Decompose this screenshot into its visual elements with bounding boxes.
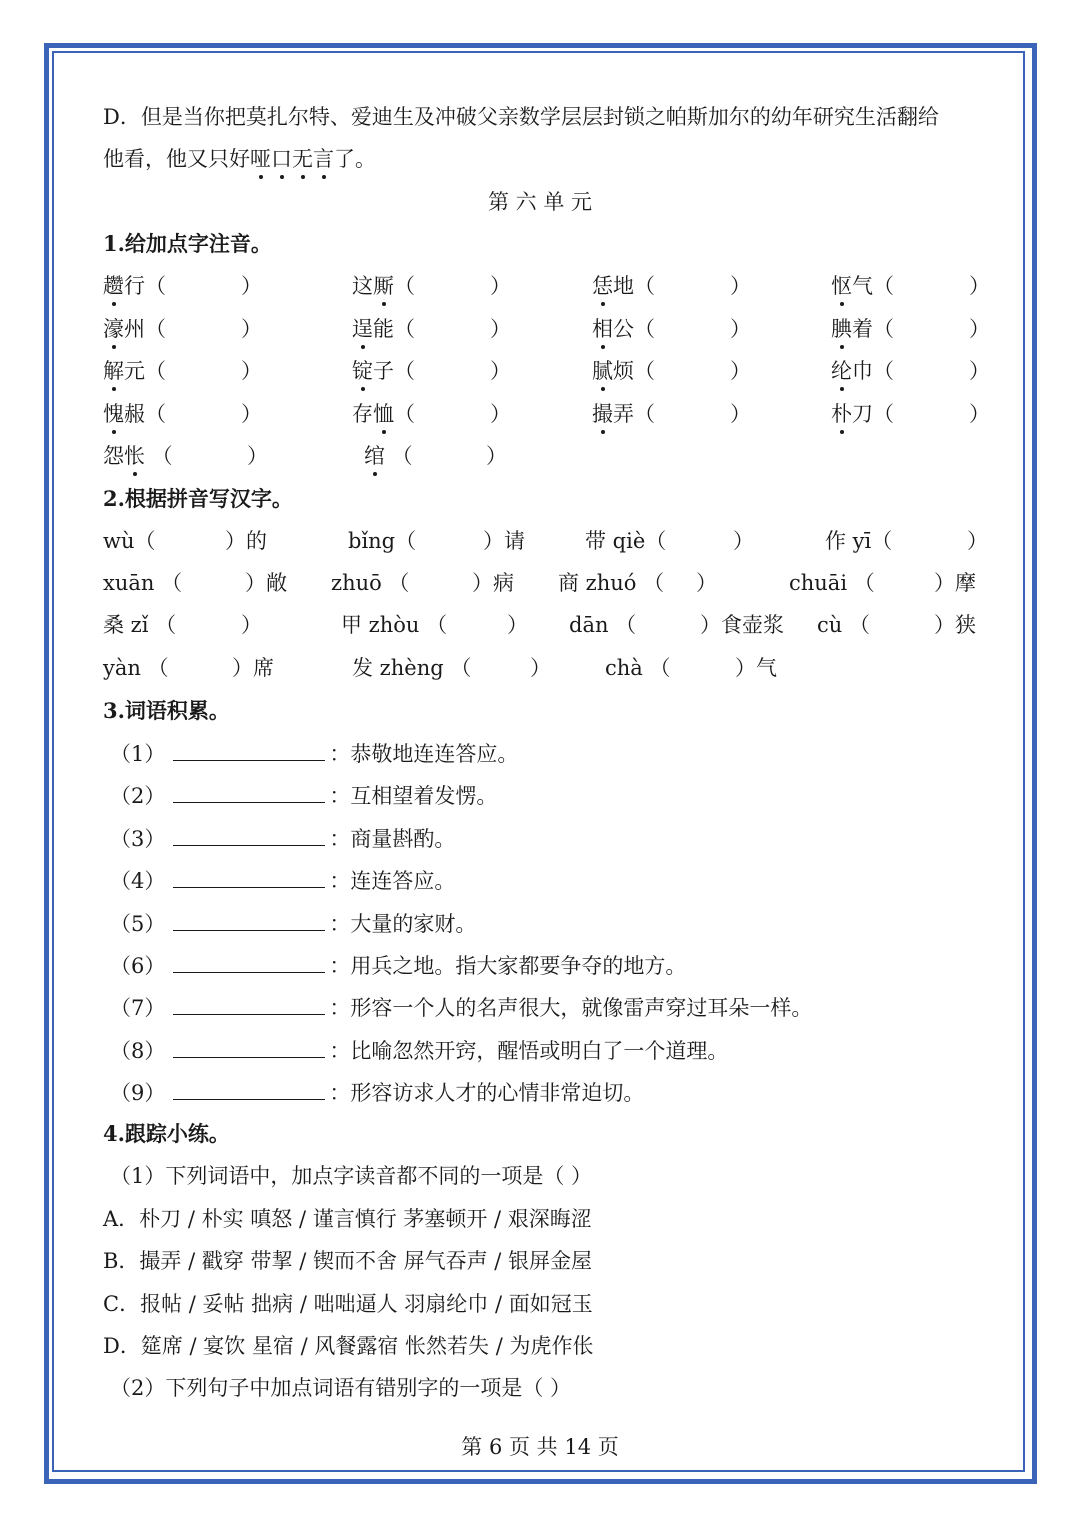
q3-item: [110, 740, 518, 767]
q1-item-post: 州（: [124, 317, 166, 341]
q1-item-dotted-char: 恁: [592, 274, 613, 298]
q2-item-pinyin: bǐng（: [348, 529, 417, 553]
q3-item-number: （4）: [110, 869, 166, 894]
q3-item-definition: ：比喻忽然开窍，醒悟或明白了一个道理。: [329, 1038, 729, 1063]
q1-item: [831, 316, 894, 342]
q3-item: [110, 952, 686, 979]
q3-item-number: （9）: [110, 1081, 166, 1106]
q1-item-pre: 这: [352, 274, 373, 298]
q3-item: [110, 1037, 728, 1064]
q2-item-tail: ）的: [225, 529, 267, 553]
q1-item-post: （: [394, 274, 415, 298]
q3-item-definition: ：互相望着发愣。: [329, 784, 498, 809]
q1-item: [831, 401, 894, 427]
q1-item-dotted-char: 锭: [352, 359, 373, 383]
q2-item-pinyin: 桑 zǐ （: [103, 613, 177, 637]
q4-sub2: （2）下列句子中加点词语有错别字的一项是（ ）: [110, 1376, 572, 1400]
q3-item-definition: ：恭敬地连连答应。: [329, 742, 519, 766]
q1-item: [831, 273, 894, 299]
answer-blank: [173, 952, 325, 973]
q2-item-tail: ）病: [472, 571, 514, 595]
prev-option-d-line1: D．但是当你把莫扎尔特、爱迪生及冲破父亲数学层层封锁之帕斯加尔的幼年研究生活翻给: [103, 105, 939, 129]
q1-item-post: 刀（: [852, 402, 894, 426]
q2-item-pinyin: zhuō （: [331, 571, 410, 595]
q2-item-tail: ）: [507, 613, 528, 637]
dotted-char: 口: [271, 147, 292, 171]
q2-item-tail: ）: [733, 529, 754, 553]
q1-item-dotted-char: 撮: [592, 402, 613, 426]
q1-item: [352, 273, 415, 299]
prev-option-d-line2: [103, 146, 376, 172]
q3-item-number: （5）: [110, 911, 166, 936]
q1-item: [592, 358, 655, 384]
q2-item-pinyin: chà （: [605, 656, 671, 680]
q1-item-dotted-char: 腻: [592, 359, 613, 383]
q1-item-post: 巾（: [852, 359, 894, 383]
q1-item: [592, 273, 655, 299]
q1-item-dotted-char: 濠: [103, 317, 124, 341]
q1-item-dotted-char: 解: [103, 359, 124, 383]
answer-blank: [173, 994, 325, 1015]
q2-item-tail: ）请: [483, 529, 525, 553]
q3-item: [110, 910, 476, 937]
q3-item: [110, 1079, 644, 1106]
q3-item-definition: ：大量的家财。: [329, 911, 477, 936]
q1-item-post: 子（: [373, 359, 415, 383]
q1-item: [352, 316, 415, 342]
q1-item-post: 气（: [852, 274, 894, 298]
q3-item-definition: ：连连答应。: [329, 869, 456, 894]
q2-item-pinyin: wù（: [103, 529, 156, 553]
q1-item-close-paren: ）: [730, 317, 751, 341]
q1-item-close-paren: ）: [241, 274, 262, 298]
prev-line2-tail: 了。: [334, 147, 376, 171]
q1-item: [103, 443, 173, 469]
q1-item-dotted-char: 怄: [831, 274, 852, 298]
answer-blank: [173, 1079, 325, 1100]
dotted-char: 言: [313, 147, 334, 171]
q1-item-dotted-char: 恤: [373, 402, 394, 426]
q2-item-pinyin: 甲 zhòu （: [341, 613, 448, 637]
q3-item-number: （3）: [110, 826, 166, 851]
q1-item-close-paren: ）: [969, 317, 990, 341]
q2-item-pinyin: 作 yī（: [825, 529, 893, 553]
q1-item-dotted-char: 愧: [103, 402, 124, 426]
q1-item-post: （: [394, 402, 415, 426]
q1-item: [103, 316, 166, 342]
q4-option-c: C．报帖 / 妥帖 拙病 / 咄咄逼人 羽扇纶巾 / 面如冠玉: [103, 1292, 593, 1316]
q1-item-post: 烦（: [613, 359, 655, 383]
q3-item-definition: ：形容一个人的名声很大，就像雷声穿过耳朵一样。: [329, 996, 813, 1021]
q1-item-pre: 存: [352, 402, 373, 426]
q1-item-post: （: [385, 444, 413, 468]
q1-item-post: 赧（: [124, 402, 166, 426]
q3-item-definition: ：形容访求人才的心情非常迫切。: [329, 1081, 645, 1106]
q2-item-pinyin: 商 zhuó （: [558, 571, 665, 595]
q1-item-close-paren: ）: [969, 359, 990, 383]
q3-item-number: （6）: [110, 954, 166, 978]
q1-item-post: 能（: [373, 317, 415, 341]
q1-item: [352, 358, 415, 384]
q1-item-post: 弄（: [613, 402, 655, 426]
unit-title: 第 六 单 元: [487, 190, 593, 214]
q2-item-pinyin: dān （: [569, 613, 637, 637]
q4-option-a: A．朴刀 / 朴实 嗔怒 / 谨言慎行 茅塞顿开 / 艰深晦涩: [103, 1207, 592, 1231]
q2-item-tail: ）: [530, 656, 551, 680]
q1-item-close-paren: ）: [730, 359, 751, 383]
q1-item: [831, 358, 894, 384]
q4-sub1: （1）下列词语中，加点字读音都不同的一项是（ ）: [110, 1164, 593, 1188]
q2-title: 2.根据拼音写汉字。: [103, 486, 293, 511]
q2-item-pinyin: cù （: [817, 613, 870, 637]
q4-option-d: D．筵席 / 宴饮 星宿 / 风餐露宿 怅然若失 / 为虎作伥: [103, 1334, 594, 1358]
answer-blank: [173, 1037, 325, 1058]
q1-item-dotted-char: 绾: [364, 444, 385, 468]
q1-item-close-paren: ）: [730, 402, 751, 426]
answer-blank: [173, 825, 325, 846]
q1-item-close-paren: ）: [247, 444, 268, 468]
q4-option-b: B．撮弄 / 戳穿 带挈 / 锲而不舍 屏气吞声 / 银屏金屋: [103, 1249, 593, 1273]
q3-item-number: （2）: [110, 784, 166, 809]
q3-title: 3.词语积累。: [103, 698, 230, 723]
q1-item-post: 公（: [613, 317, 655, 341]
q3-item: [110, 994, 812, 1021]
q1-item: [103, 401, 166, 427]
prev-line2-text: 他看，他又只好: [103, 147, 250, 171]
q2-item-tail: ）: [696, 571, 717, 595]
q1-item-close-paren: ）: [241, 402, 262, 426]
q1-item: [592, 401, 655, 427]
q3-item-number: （7）: [110, 996, 166, 1021]
q1-item-dotted-char: 相: [592, 317, 613, 341]
q1-item-pre: 怨: [103, 444, 124, 468]
q1-item-close-paren: ）: [490, 402, 511, 426]
q2-item-pinyin: 发 zhèng （: [352, 656, 472, 680]
q4-title: 4.跟踪小练。: [103, 1121, 230, 1146]
q2-item-tail: ）: [241, 613, 262, 637]
q1-item-dotted-char: 朴: [831, 402, 852, 426]
q1-item: [352, 401, 415, 427]
q2-item-tail: ）狭: [934, 613, 976, 637]
q2-item-tail: ）席: [232, 656, 274, 680]
q3-item-number: （8）: [110, 1038, 166, 1063]
answer-blank: [173, 867, 325, 888]
q2-item-tail: ）敞: [245, 571, 287, 595]
q3-item-number: （1）: [110, 742, 166, 766]
q2-item-tail: ）摩: [934, 571, 976, 595]
q1-item-post: 行（: [124, 274, 166, 298]
q1-item-close-paren: ）: [486, 444, 507, 468]
q1-item: [592, 316, 655, 342]
q1-item-dotted-char: 逞: [352, 317, 373, 341]
q3-item-definition: ：商量斟酌。: [329, 826, 456, 851]
dotted-char: 哑: [250, 147, 271, 171]
q1-item-close-paren: ）: [490, 274, 511, 298]
q2-item-tail: ）: [967, 529, 988, 553]
q1-item-post: （: [145, 444, 173, 468]
q2-item-tail: ）食壶浆: [700, 613, 784, 637]
q2-item-pinyin: xuān （: [103, 571, 183, 595]
q1-item-close-paren: ）: [730, 274, 751, 298]
q2-item-pinyin: 带 qiè（: [585, 529, 667, 553]
dotted-phrase: [250, 147, 334, 171]
q1-item-dotted-char: 腆: [831, 317, 852, 341]
q1-item-dotted-char: 纶: [831, 359, 852, 383]
q1-title: 1.给加点字注音。: [103, 231, 272, 256]
answer-blank: [173, 782, 325, 803]
q1-item-close-paren: ）: [241, 359, 262, 383]
q3-item-definition: ：用兵之地。指大家都要争夺的地方。: [329, 954, 687, 978]
q1-item-post: 元（: [124, 359, 166, 383]
q1-item-post: 着（: [852, 317, 894, 341]
dotted-char: 无: [292, 147, 313, 171]
q1-item-close-paren: ）: [490, 317, 511, 341]
q1-item: [103, 358, 166, 384]
q1-item-close-paren: ）: [241, 317, 262, 341]
q1-item-post: 地（: [613, 274, 655, 298]
q2-item-tail: ）气: [735, 656, 777, 680]
q3-item: [110, 825, 455, 852]
q1-item-dotted-char: 怅: [124, 444, 145, 468]
q1-item-close-paren: ）: [969, 402, 990, 426]
q1-item-dotted-char: 厮: [373, 274, 394, 298]
answer-blank: [173, 910, 325, 931]
q3-item: [110, 782, 497, 809]
page-footer: 第 6 页 共 14 页: [461, 1435, 619, 1459]
q1-item-close-paren: ）: [490, 359, 511, 383]
q1-item: [103, 273, 166, 299]
q3-item: [110, 867, 455, 894]
q1-item-dotted-char: 趱: [103, 274, 124, 298]
q2-item-pinyin: yàn （: [103, 656, 169, 680]
q1-item-close-paren: ）: [969, 274, 990, 298]
answer-blank: [173, 740, 325, 761]
q2-item-pinyin: chuāi （: [789, 571, 875, 595]
q1-item: [364, 443, 413, 469]
